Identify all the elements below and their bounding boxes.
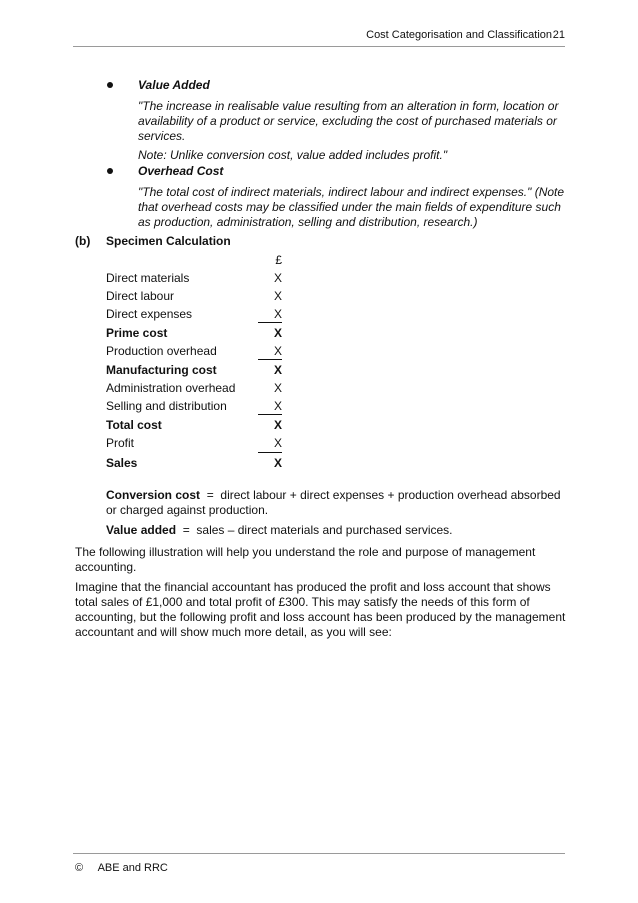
page-number: 21 (552, 29, 565, 41)
value-added-term: Value added (106, 523, 177, 537)
subtotal-rule (258, 322, 282, 323)
subtotal-rule (258, 452, 282, 453)
bullet-icon (107, 168, 113, 174)
subtotal-rule (258, 359, 282, 360)
conversion-cost-text: direct labour + direct expenses + production overhead absorbed or charged against production. (106, 488, 561, 517)
copyright-icon: © (75, 862, 84, 874)
row-value: X (273, 456, 282, 470)
footer (75, 862, 168, 874)
row-label-prime-cost: Prime cost (106, 326, 168, 340)
value-added-text: sales – direct materials and purchased services. (196, 523, 453, 537)
row-value: X (273, 326, 282, 340)
row-value: X (273, 307, 282, 321)
value-added-note: Note: Unlike conversion cost, value added includes profit." (138, 148, 448, 162)
row-value: X (273, 399, 282, 413)
row-label-administration-overhead: Administration overhead (106, 381, 236, 395)
row-value: X (273, 436, 282, 450)
row-value: X (273, 381, 282, 395)
row-label-direct-materials: Direct materials (106, 271, 190, 285)
equals-sign: = (206, 488, 214, 502)
row-label-sales: Sales (106, 456, 138, 470)
section-label: (b) (75, 234, 91, 248)
overhead-cost-definition: "The total cost of indirect materials, indirect labour and indirect expenses." (Note that overhead costs may be classified under the main fields of expenditure such as production, administration, selling and distribution, research.) (138, 185, 565, 229)
running-header-title: Cost Categorisation and Classification (366, 29, 552, 41)
section-title: Specimen Calculation (106, 234, 231, 248)
header-divider (73, 46, 565, 47)
conversion-cost-term: Conversion cost (106, 488, 201, 502)
conversion-cost-definition (106, 488, 566, 518)
subtotal-rule (258, 414, 282, 415)
body-paragraph: The following illustration will help you understand the role and purpose of management accounting. (75, 545, 536, 574)
row-value: X (273, 363, 282, 377)
value-added-formula (106, 523, 566, 538)
row-value: X (273, 271, 282, 285)
row-label-direct-labour: Direct labour (106, 289, 175, 303)
row-label-profit: Profit (106, 436, 135, 450)
equals-sign: = (182, 523, 190, 537)
row-label-manufacturing-cost: Manufacturing cost (106, 363, 217, 377)
row-label-production-overhead: Production overhead (106, 344, 217, 358)
bullet-icon (107, 82, 113, 88)
row-label-total-cost: Total cost (106, 418, 162, 432)
body-paragraph: Imagine that the financial accountant has produced the profit and loss account that shows total sales of £1,000 and total profit of £300. This may satisfy the needs of this form of accounting, but the following profit and loss account has been produced by the management accountant and will show much more detail, as you will see: (75, 580, 566, 639)
bullet-title-overhead-cost: Overhead Cost (138, 164, 224, 178)
row-label-selling-and-distribution: Selling and distribution (106, 399, 227, 413)
footer-divider (73, 853, 565, 854)
currency-header: £ (275, 253, 282, 267)
value-added-definition: "The increase in realisable value resulting from an alteration in form, location or availability of a product or service, excluding the cost of purchased materials or services. (138, 99, 559, 143)
row-value: X (273, 289, 282, 303)
row-label-direct-expenses: Direct expenses (106, 307, 193, 321)
bullet-title-value-added: Value Added (138, 78, 210, 92)
footer-text: ABE and RRC (97, 862, 168, 874)
row-value: X (273, 344, 282, 358)
row-value: X (273, 418, 282, 432)
